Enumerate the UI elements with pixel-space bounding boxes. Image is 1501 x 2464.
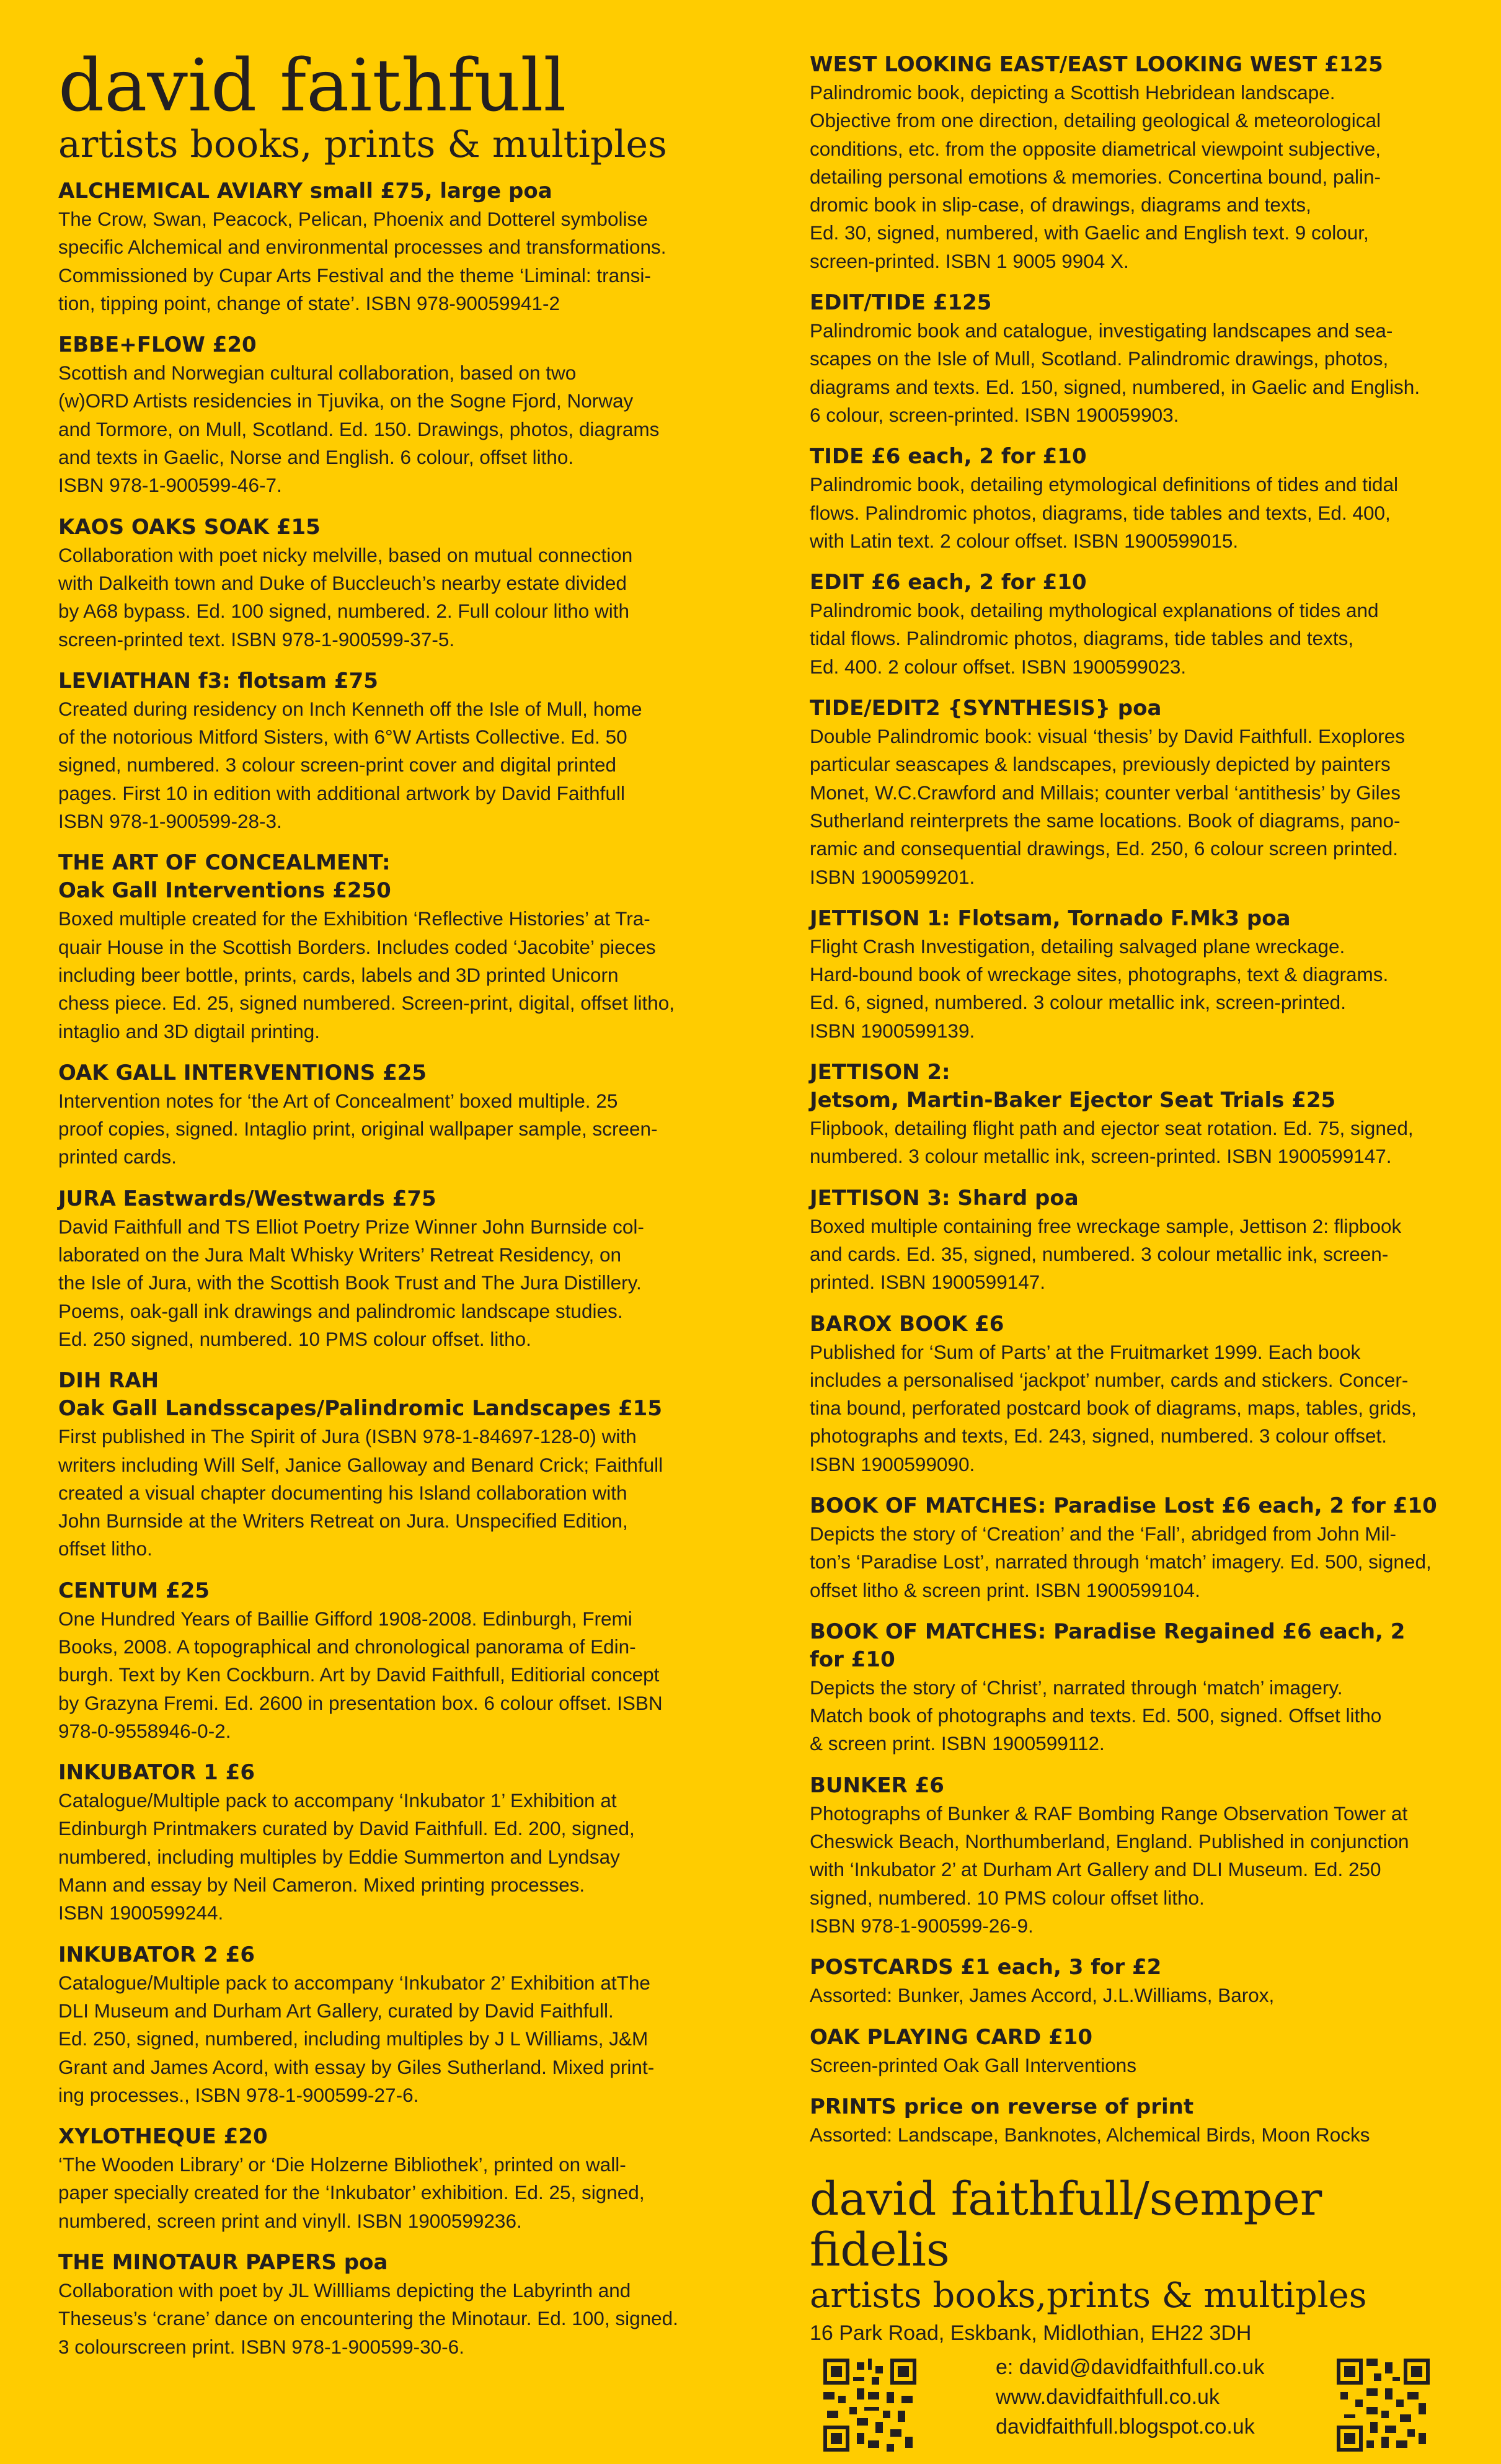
catalogue-entry — [810, 695, 1461, 891]
entry-description: Boxed multiple created for the Exhibition ‘Reflective Histories’ at Tra- quair House in the Scottish Borders. Includes coded ‘Jacobite’ pieces including beer bottle, prints, cards, labels and 3D printed Unicorn chess piece. Ed. 25, signed numbered. Screen-print, digital, offset litho, intaglio and 3D digtail printing. — [58, 907, 675, 1043]
entry-description: Collaboration with poet by JL Willliams depicting the Labyrinth and Theseus’s ‘crane’ dance on encountering the Minotaur. Ed. 100, signed. 3 colourscreen print. ISBN 978-1-900599-30-6. — [58, 2279, 678, 2358]
entry-title: XYLOTHEQUE £20 — [58, 2124, 268, 2150]
right-entry-list — [810, 51, 1461, 2149]
entry-description: David Faithfull and TS Elliot Poetry Prize Winner John Burnside col- laborated on the Jura Malt Whisky Writers’ Retreat Residency, on the Isle of Jura, with the Scottish Book Trust and The Jura Distillery. Poems, oak-gall ink drawings and palindromic landscape studies. Ed. 250 signed, numbered. 10 PMS colour offset. litho. — [58, 1215, 644, 1350]
entry-title: CENTUM £25 — [58, 1578, 210, 1603]
entry-title: TIDE £6 each, 2 for £10 — [810, 444, 1087, 469]
entry-description: Published for ‘Sum of Parts’ at the Fruitmarket 1999. Each book includes a personalised ‘jackpot’ number, cards and stickers. Concer- tina bound, perforated postcard book of diagrams, maps, tables, grids, photographs and texts, Ed. 243, signed, numbered. 3 colour offset. ISBN 1900599090. — [810, 1340, 1417, 1475]
entry-description: Assorted: Bunker, James Accord, J.L.Williams, Barox, — [810, 1984, 1275, 2007]
entry-title: EDIT £6 each, 2 for £10 — [810, 570, 1087, 595]
entry-description: Scottish and Norwegian cultural collaboration, based on two (w)ORD Artists residencies in Tjuvika, on the Sogne Fjord, Norway and Tormore, on Mull, Scotland. Ed. 150. Drawings, photos, diagrams and texts in Gaelic, Norse and English. 6 colour, offset litho. ISBN 978-1-900599-46-7. — [58, 362, 660, 497]
entry-title: INKUBATOR 1 £6 — [58, 1760, 255, 1786]
catalogue-entry — [58, 514, 709, 654]
entry-description: First published in The Spirit of Jura (ISBN 978-1-84697-128-0) with writers including Will Self, Janice Galloway and Benard Crick; Faithfull created a visual chapter documenting his Island collaboration with John Burnside at the Writers Retreat on Jura. Unspecified Edition, offset litho. — [58, 1425, 663, 1560]
entry-title: PRINTS price on reverse of print — [810, 2094, 1194, 2119]
catalogue-entry — [810, 905, 1461, 1045]
entry-description: Palindromic book, depicting a Scottish Hebridean landscape. Objective from one direction, detailing geological & meteorological conditions, etc. from the opposite diametrical viewpoint subjective, detailing personal emotions & memories. Concertina bound, palin- dromic book in slip-case, of drawings, diagrams and texts, Ed. 30, signed, numbered, with Gaelic and English text. 9 colour, screen-printed. ISBN 1 9005 9904 X. — [810, 81, 1381, 272]
catalogue-entry — [58, 1759, 709, 1927]
catalogue-entry — [810, 1059, 1461, 1171]
entry-description: Palindromic book and catalogue, investigating landscapes and sea- scapes on the Isle of Mull, Scotland. Palindromic drawings, photos, diagrams and texts. Ed. 150, signed, numbered, in Gaelic and English. 6 colour, screen-printed. ISBN 190059903. — [810, 319, 1420, 426]
entry-title: ALCHEMICAL AVIARY small £75, large poa — [58, 179, 552, 203]
entry-description: Catalogue/Multiple pack to accompany ‘Inkubator 1’ Exhibition at Edinburgh Printmakers curated by David Faithfull. Ed. 200, signed, numbered, including multiples by Eddie Summerton and Lyndsay Mann and essay by Neil Cameron. Mixed printing processes. ISBN 1900599244. — [58, 1789, 635, 1924]
footer-contact-block — [810, 2352, 1461, 2464]
website-link[interactable]: www.davidfaithfull.co.uk — [996, 2385, 1220, 2409]
left-entry-list — [58, 177, 709, 2361]
entry-description: Photographs of Bunker & RAF Bombing Range Observation Tower at Cheswick Beach, Northumberland, England. Published in conjunction with ‘Inkubator 2’ at Durham Art Gallery and DLI Museum. Ed. 250 signed, numbered. 10 PMS colour offset litho. ISBN 978-1-900599-26-9. — [810, 1802, 1409, 1937]
entry-description: Flight Crash Investigation, detailing salvaged plane wreckage. Hard-bound book of wreckage sites, photographs, text & diagrams. Ed. 6, signed, numbered. 3 colour metallic ink, screen-printed. ISBN 1900599139. — [810, 935, 1389, 1042]
catalogue-entry — [58, 667, 709, 835]
catalogue-entry — [810, 569, 1461, 681]
entry-title: BAROX BOOK £6 — [810, 1311, 1004, 1337]
entry-description: Depicts the story of ‘Christ’, narrated through ‘match’ imagery. Match book of photographs and texts. Ed. 500, signed. Offset litho & screen print. ISBN 1900599112. — [810, 1676, 1382, 1755]
entry-description: Palindromic book, detailing mythological explanations of tides and tidal flows. Palindromic photos, diagrams, tide tables and texts, Ed. 400. 2 colour offset. ISBN 1900599023. — [810, 599, 1379, 678]
entry-description: Catalogue/Multiple pack to accompany ‘Inkubator 2’ Exhibition atThe DLI Museum and Durham Art Gallery, curated by David Faithfull. Ed. 250, signed, numbered, including multiples by J L Williams, J&M Grant and James Acord, with essay by Giles Sutherland. Mixed print- ing processes., ISBN 978-1-900599-27-6. — [58, 1971, 655, 2106]
entry-description: Collaboration with poet nicky melville, based on mutual connection with Dalkeith town and Duke of Buccleuch’s nearby estate divided by A68 bypass. Ed. 100 signed, numbered. 2. Full colour litho with screen-printed text. ISBN 978-1-900599-37-5. — [58, 543, 633, 651]
qr-code-icon — [823, 2359, 916, 2452]
catalogue-entry — [58, 1185, 709, 1353]
entry-title: OAK GALL INTERVENTIONS £25 — [58, 1060, 427, 1085]
entry-description: Palindromic book, detailing etymological definitions of tides and tidal flows. Palindromic photos, diagrams, tide tables and texts, Ed. 400, with Latin text. 2 colour offset. ISBN 1900599015. — [810, 473, 1399, 552]
catalogue-entry — [810, 51, 1461, 275]
entry-title: JURA Eastwards/Westwards £75 — [58, 1186, 436, 1211]
contact-details — [996, 2352, 1264, 2442]
entry-description: The Crow, Swan, Peacock, Pelican, Phoenix and Dotterel symbolise specific Alchemical and environmental processes and transformations. Commissioned by Cupar Arts Festival and the theme ‘Liminal: transi- tion, tipping point, change of state’. ISBN 978-90059941-2 — [58, 208, 666, 314]
entry-title: WEST LOOKING EAST/EAST LOOKING WEST £125 — [810, 52, 1383, 77]
catalogue-entry — [810, 1310, 1461, 1479]
entry-title: INKUBATOR 2 £6 — [58, 1942, 255, 1967]
entry-title: THE MINOTAUR PAPERS poa — [58, 2250, 388, 2275]
blog-link[interactable]: davidfaithfull.blogspot.co.uk — [996, 2415, 1255, 2439]
brand-title: david faithfull — [58, 44, 567, 128]
entry-description: One Hundred Years of Baillie Gifford 1908-2008. Edinburgh, Fremi Books, 2008. A topographical and chronological panorama of Edin- burgh. Text by Ken Cockburn. Art by David Faithfull, Editiorial concept by Grazyna Fremi. Ed. 2600 in presentation box. 6 colour offset. ISBN 978-0-9558946-0-2. — [58, 1607, 663, 1742]
catalogue-entry — [810, 2093, 1461, 2149]
entry-description: Created during residency on Inch Kenneth off the Isle of Mull, home of the notorious Mitford Sisters, with 6°W Artists Collective. Ed. 50 signed, numbered. 3 colour screen-print cover and digital printed pages. First 10 in edition with additional artwork by David Faithfull ISBN 978-1-900599-28-3. — [58, 697, 642, 833]
catalogue-entry — [58, 1367, 709, 1563]
catalogue-entry — [810, 289, 1461, 429]
entry-title: OAK PLAYING CARD £10 — [810, 2024, 1093, 2050]
entry-title: JETTISON 2: Jetsom, Martin-Baker Ejector Seat Trials £25 — [810, 1060, 1336, 1113]
entry-title: DIH RAH Oak Gall Landsscapes/Palindromic Landscapes £15 — [58, 1368, 662, 1421]
footer-subtitle: artists books,prints & multiples — [810, 2275, 1367, 2316]
catalogue-entry — [810, 1954, 1461, 2009]
entry-title: LEVIATHAN f3: flotsam £75 — [58, 668, 378, 693]
catalogue-entry — [810, 1618, 1461, 1758]
entry-title: JETTISON 3: Shard poa — [810, 1185, 1079, 1211]
catalogue-entry — [58, 1059, 709, 1172]
entry-title: POSTCARDS £1 each, 3 for £2 — [810, 1955, 1162, 1980]
catalogue-entry — [58, 2123, 709, 2235]
catalogue-entry — [810, 1185, 1461, 1297]
catalogue-entry — [810, 1492, 1461, 1604]
entry-description: Depicts the story of ‘Creation’ and the ‘Fall’, abridged from John Mil- ton’s ‘Paradise Lost’, narrated through ‘match’ imagery. Ed. 500, signed, offset litho & screen print. ISBN 1900599104. — [810, 1522, 1432, 1601]
footer-title: david faithfull/semper fidelis — [810, 2173, 1322, 2277]
catalogue-entry — [58, 1941, 709, 2109]
right-column — [810, 0, 1461, 2464]
footer-address: 16 Park Road, Eskbank, Midlothian, EH22 3DH — [810, 2321, 1252, 2346]
entry-description: ‘The Wooden Library’ or ‘Die Holzerne Bibliothek’, printed on wall- paper specially created for the ‘Inkubator’ exhibition. Ed. 25, signed, numbered, screen print and vinyll. ISBN 1900599236. — [58, 2153, 645, 2232]
entry-title: JETTISON 1: Flotsam, Tornado F.Mk3 poa — [810, 905, 1291, 931]
entry-title: TIDE/EDIT2 {SYNTHESIS} poa — [810, 696, 1162, 721]
catalogue-entry — [58, 331, 709, 499]
entry-title: EBBE+FLOW £20 — [58, 332, 257, 358]
entry-title: BUNKER £6 — [810, 1772, 944, 1798]
entry-title: BOOK OF MATCHES: Paradise Regained £6 each, 2 for £10 — [810, 1619, 1406, 1672]
entry-description: Assorted: Landscape, Banknotes, Alchemical Birds, Moon Rocks — [810, 2123, 1370, 2146]
catalogue-entry — [58, 849, 709, 1045]
email-link[interactable]: e: david@davidfaithfull.co.uk — [996, 2355, 1265, 2380]
entry-description: Screen-printed Oak Gall Interventions — [810, 2053, 1137, 2076]
catalogue-entry — [810, 2024, 1461, 2079]
catalogue-entry — [810, 443, 1461, 555]
entry-description: Boxed multiple containing free wreckage sample, Jettison 2: flipbook and cards. Ed. 35, signed, numbered. 3 colour metallic ink, screen- printed. ISBN 1900599147. — [810, 1214, 1402, 1294]
entry-title: KAOS OAKS SOAK £15 — [58, 514, 321, 540]
catalogue-entry — [58, 177, 709, 318]
entry-title: EDIT/TIDE £125 — [810, 290, 992, 316]
entry-title: BOOK OF MATCHES: Paradise Lost £6 each, 2 for £10 — [810, 1493, 1437, 1518]
catalogue-entry — [58, 2249, 709, 2361]
entry-description: Double Palindromic book: visual ‘thesis’ by David Faithfull. Exoplores particular seascapes & landscapes, previously depicted by painters Monet, W.C.Crawford and Millais; counter verbal ‘antithesis’ by Giles Sutherland reinterprets the same locations. Book of diagrams, pano- ramic and consequential drawings, Ed. 250, 6 colour screen printed. ISBN 1900599201. — [810, 725, 1406, 888]
entry-title: THE ART OF CONCEALMENT: Oak Gall Interventions £250 — [58, 850, 391, 904]
brand-subtitle: artists books, prints & multiples — [58, 123, 667, 166]
catalogue-entry — [810, 1772, 1461, 1940]
entry-description: Flipbook, detailing flight path and ejector seat rotation. Ed. 75, signed, numbered. 3 colour metallic ink, screen-printed. ISBN 1900599147. — [810, 1117, 1414, 1168]
catalogue-entry — [58, 1577, 709, 1745]
left-column — [58, 0, 709, 2375]
qr-code-icon — [1337, 2359, 1430, 2452]
entry-description: Intervention notes for ‘the Art of Concealment’ boxed multiple. 25 proof copies, signed. Intaglio print, original wallpaper sample, screen- printed cards. — [58, 1089, 658, 1168]
